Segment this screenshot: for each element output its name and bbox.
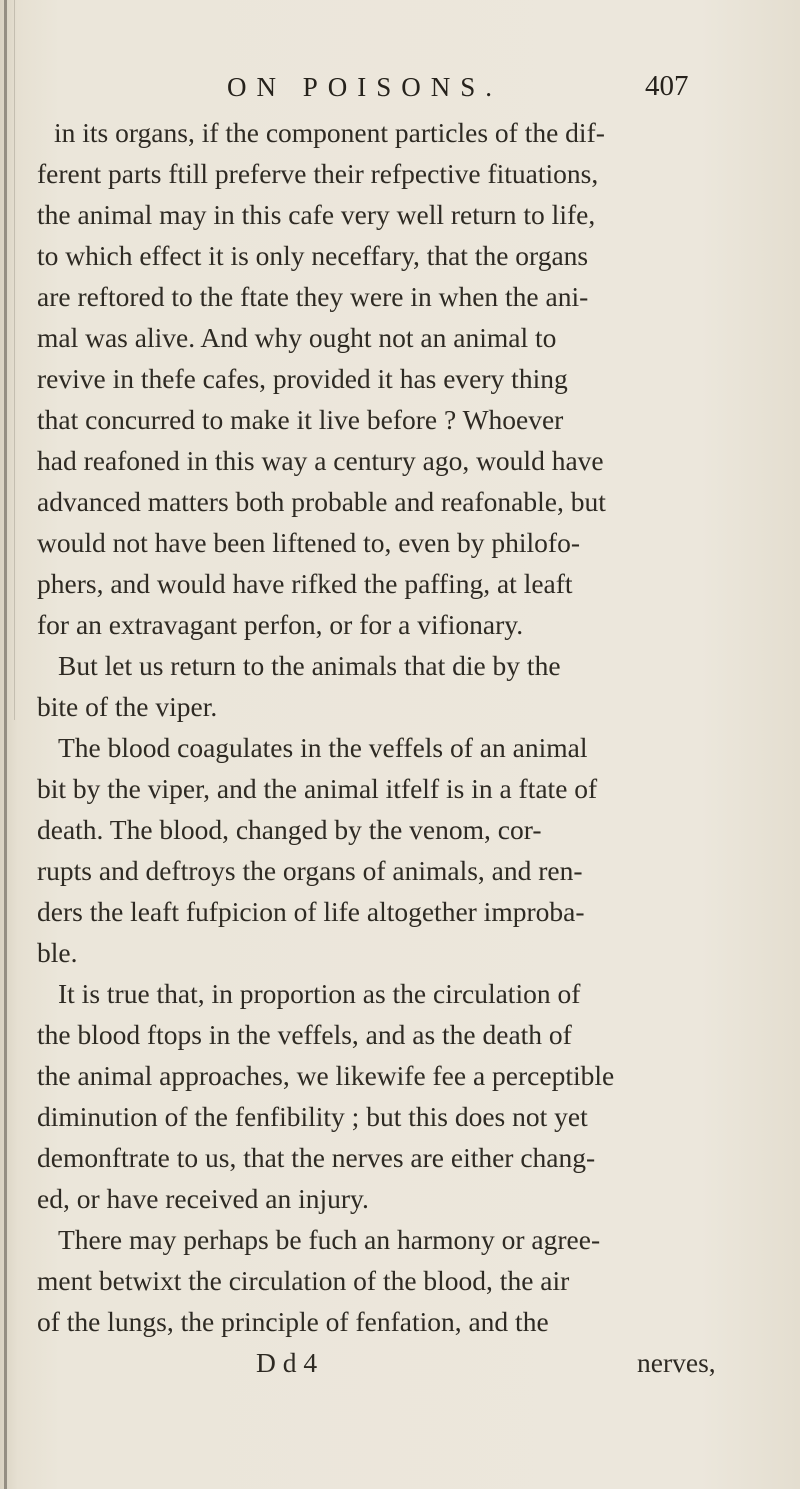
text-line: revive in thefe cafes, provided it has every thing <box>37 363 568 394</box>
text-line: ed, or have received an injury. <box>37 1183 369 1214</box>
text-line: ble. <box>37 937 78 968</box>
text-line: for an extravagant perfon, or for a vifionary. <box>37 609 524 640</box>
text-line: in its organs, if the component particles of the dif- <box>54 117 605 148</box>
text-line: bit by the viper, and the animal itfelf is in a ftate of <box>37 773 598 804</box>
text-line: There may perhaps be fuch an harmony or agree- <box>58 1224 601 1255</box>
text-line: mal was alive. And why ought not an animal to <box>37 322 557 353</box>
text-line: bite of the viper. <box>37 691 218 722</box>
text-line: are reftored to the ftate they were in when the ani- <box>37 281 589 312</box>
text-line: rupts and deftroys the organs of animals, and ren- <box>37 855 583 886</box>
text-line: to which effect it is only neceffary, that the organs <box>37 240 589 271</box>
text-line: ment betwixt the circulation of the blood, the air <box>37 1265 570 1296</box>
text-line: the blood ftops in the veffels, and as the death of <box>37 1019 572 1050</box>
text-line: The blood coagulates in the veffels of an animal <box>58 732 588 763</box>
running-head: ON POISONS. <box>227 72 503 102</box>
text-line: advanced matters both probable and reafonable, but <box>37 486 606 517</box>
text-line: ferent parts ftill preferve their refpective fituations, <box>37 158 599 189</box>
binding-edge <box>4 0 7 1489</box>
text-line: diminution of the fenfibility ; but this does not yet <box>37 1101 588 1132</box>
text-line: had reafoned in this way a century ago, would have <box>37 445 604 476</box>
text-line: would not have been liftened to, even by philofo- <box>37 527 580 558</box>
text-line: But let us return to the animals that die by the <box>58 650 561 681</box>
text-line: It is true that, in proportion as the circulation of <box>58 978 581 1009</box>
text-line: the animal approaches, we likewife fee a perceptible <box>37 1060 615 1091</box>
text-line: of the lungs, the principle of fenfation, and the <box>37 1306 549 1337</box>
text-line: ders the leaft fufpicion of life altogether improba- <box>37 896 585 927</box>
page-number: 407 <box>645 70 689 102</box>
text-line: the animal may in this cafe very well return to life, <box>37 199 596 230</box>
text-line: death. The blood, changed by the venom, cor- <box>37 814 542 845</box>
text-line: demonftrate to us, that the nerves are either chang- <box>37 1142 596 1173</box>
catchword: nerves, <box>637 1347 716 1378</box>
text-line: that concurred to make it live before ? Whoever <box>37 404 564 435</box>
binding-shadow <box>14 0 15 720</box>
text-line: phers, and would have rifked the paffing, at leaft <box>37 568 573 599</box>
signature-mark: D d 4 <box>256 1347 318 1378</box>
